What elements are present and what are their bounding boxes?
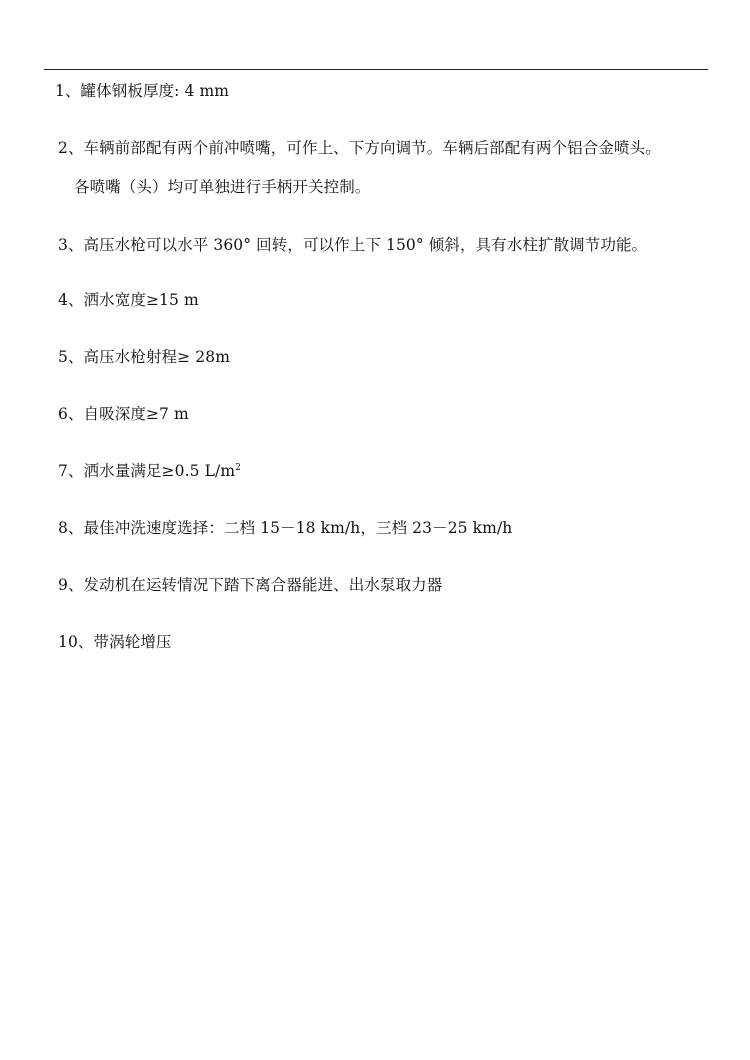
spec-item-5: 5、高压水枪射程≥ 28m (58, 348, 230, 366)
spec-item-8: 8、最佳冲洗速度选择：二档 15－18 km/h，三档 23－25 km/h (58, 519, 513, 537)
spec-item-9: 9、发动机在运转情况下踏下离合器能进、出水泵取力器 (58, 576, 443, 594)
spec-item-7-superscript: 2 (235, 462, 241, 473)
spec-item-7-text: 7、洒水量满足≥0.5 L/m (58, 462, 236, 480)
spec-item-3: 3、高压水枪可以水平 360° 回转，可以作上下 150° 倾斜，具有水柱扩散调节功能。 (58, 236, 648, 254)
spec-item-7 (58, 461, 241, 481)
spec-item-2-continuation: 各喷嘴（头）均可单独进行手柄开关控制。 (74, 178, 371, 196)
spec-item-10: 10、带涡轮增压 (58, 633, 172, 651)
spec-item-4: 4、洒水宽度≥15 m (58, 291, 199, 309)
spec-item-2: 2、车辆前部配有两个前冲喷嘴，可作上、下方向调节。车辆后部配有两个铝合金喷头。 (58, 139, 661, 157)
spec-item-6: 6、自吸深度≥7 m (58, 405, 189, 423)
header-rule (44, 69, 708, 70)
spec-item-1: 1、罐体钢板厚度: 4 mm (55, 82, 230, 100)
